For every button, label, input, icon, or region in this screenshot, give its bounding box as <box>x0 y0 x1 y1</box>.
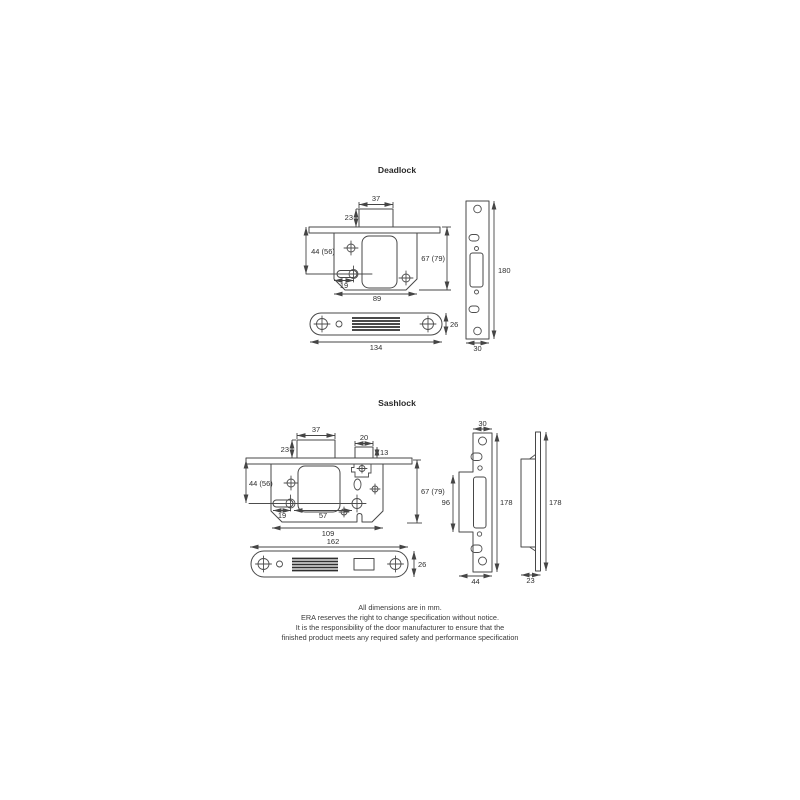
sashlock-dim-faceplate-length: 162 <box>326 537 340 546</box>
sashlock-faceplate-bolt-grille <box>292 559 338 571</box>
sashlock-lock-mechanism-cover <box>298 466 340 512</box>
footer-note-line-2: ERA reserves the right to change specification without notice. <box>301 613 499 622</box>
sashlock-dim-strike-box-height: 96 <box>441 498 450 507</box>
sashlock-dim-latch-width: 20 <box>359 433 369 442</box>
sashlock-screw-post-right <box>370 484 380 494</box>
sashlock-keyhole <box>249 495 366 511</box>
deadlock-title: Deadlock <box>377 165 417 175</box>
sashlock-dim-case-height: 67 (79) <box>421 487 445 496</box>
deadlock-deadbolt <box>359 209 393 227</box>
deadlock-strike-screw-top <box>474 205 482 213</box>
sashlock-strike-pin-top <box>478 466 482 470</box>
deadlock-strike-bolt-opening <box>470 253 483 287</box>
sashlock-screw-post-bottom <box>339 507 349 517</box>
sashlock-dim-case-depth: 109 <box>321 529 335 538</box>
deadlock-dim-faceplate-length: 134 <box>369 343 383 352</box>
deadlock-faceplate-screw-right <box>420 316 436 332</box>
deadlock-strike-screw-bottom <box>474 327 482 335</box>
sashlock-side-tab-top <box>530 455 536 460</box>
deadlock-faceplate-bar <box>309 227 440 233</box>
deadlock-diagram <box>306 165 511 353</box>
sashlock-faceplate-key-hole <box>277 561 283 567</box>
sashlock-latchbolt <box>355 447 373 458</box>
sashlock-faceplate-latch-opening <box>354 559 374 571</box>
sashlock-dim-deadbolt-width: 37 <box>311 425 321 434</box>
sashlock-diagram <box>246 398 562 586</box>
sashlock-dim-latch-depth: 13 <box>380 448 389 457</box>
sashlock-dim-side-depth: 23 <box>526 576 535 585</box>
deadlock-strike-pin-bottom <box>475 290 479 294</box>
sashlock-dim-strike-total-width: 44 <box>471 577 480 586</box>
deadlock-dim-faceplate-width: 26 <box>450 320 459 329</box>
deadlock-lock-mechanism-cover <box>362 236 397 288</box>
sashlock-side-case <box>521 459 536 547</box>
footer-note-line-4: finished product meets any required safety and performance specification <box>281 633 519 642</box>
deadlock-dim-backset: 44 (56) <box>311 247 335 256</box>
deadlock-screw-post-top <box>344 241 358 255</box>
sashlock-dim-strike-width: 30 <box>478 419 487 428</box>
sashlock-dim-backset: 44 (56) <box>249 479 273 488</box>
sashlock-dim-side-length: 178 <box>549 498 562 507</box>
deadlock-faceplate-bolt-grille <box>352 318 400 330</box>
sashlock-side-tab-bottom <box>530 547 536 551</box>
deadlock-dim-strike-length: 180 <box>498 266 511 275</box>
deadlock-dim-case-depth: 89 <box>372 294 382 303</box>
deadlock-dim-bolt-depth: 23 <box>344 213 353 222</box>
sashlock-faceplate-bar <box>246 458 412 464</box>
sashlock-body-dimensions <box>246 425 445 547</box>
deadlock-strike-plate <box>466 201 511 353</box>
sashlock-dim-strike-length: 178 <box>500 498 513 507</box>
deadlock-strike-slot-top <box>469 235 479 242</box>
sashlock-strike-screw-top <box>479 437 487 445</box>
deadlock-strike-outline <box>466 201 489 339</box>
deadlock-strike-slot-bottom <box>469 306 479 313</box>
sashlock-faceplate <box>251 551 426 577</box>
deadlock-body-dimensions <box>306 194 451 303</box>
sashlock-dim-keyhole-offset: 19 <box>277 511 287 520</box>
deadlock-dim-bolt-width: 37 <box>371 194 381 203</box>
sashlock-latch-follower <box>352 464 372 477</box>
deadlock-screw-post-bottom <box>399 271 413 285</box>
sashlock-strike-pin-bottom <box>477 532 481 536</box>
sashlock-dim-faceplate-width: 26 <box>418 560 427 569</box>
sashlock-side-view <box>521 432 562 585</box>
footer-note-line-3: It is the responsibility of the door manufacturer to ensure that the <box>295 623 505 632</box>
deadlock-dim-keyhole-offset: 19 <box>339 281 349 290</box>
sashlock-dim-centres: 57 <box>318 511 328 520</box>
sashlock-strike-screw-bottom <box>479 557 487 565</box>
sashlock-dim-deadbolt-depth: 23 <box>280 445 289 454</box>
sashlock-strike-plate <box>442 419 513 586</box>
deadlock-dim-case-height: 67 (79) <box>421 254 445 263</box>
sashlock-spindle-slot <box>354 479 361 490</box>
deadlock-dim-strike-width: 30 <box>473 344 482 353</box>
deadlock-faceplate-screw-left <box>314 316 330 332</box>
sashlock-deadbolt <box>297 440 335 458</box>
sashlock-title: Sashlock <box>378 398 416 408</box>
deadlock-strike-pin-top <box>475 247 479 251</box>
sashlock-strike-outline <box>459 433 492 572</box>
sashlock-screw-post-left <box>284 476 298 490</box>
deadlock-faceplate <box>310 313 458 352</box>
sashlock-faceplate-screw-right <box>388 556 404 572</box>
footer-note-line-1: All dimensions are in mm. <box>358 603 442 612</box>
deadlock-faceplate-key-hole <box>336 321 342 327</box>
sashlock-side-faceplate <box>536 432 541 571</box>
footer-notes <box>282 603 519 642</box>
sashlock-strike-bolt-opening <box>474 477 487 528</box>
sashlock-faceplate-screw-left <box>256 556 272 572</box>
